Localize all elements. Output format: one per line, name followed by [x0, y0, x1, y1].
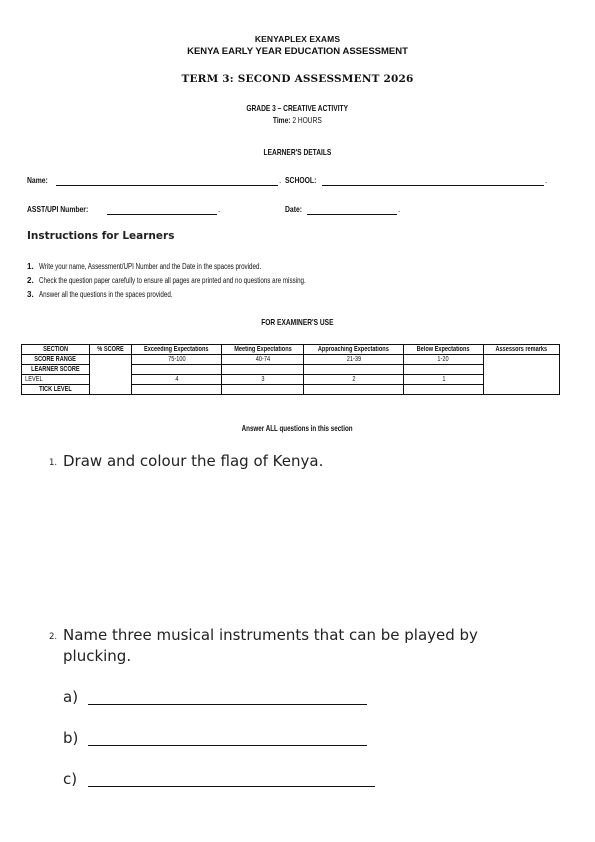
table-cell: 1	[404, 375, 484, 385]
question-2-continued: plucking.	[63, 647, 132, 665]
section-instruction	[0, 424, 595, 433]
table-cell: 4	[132, 375, 222, 385]
learners-details-text: LEARNER'S DETAILS	[263, 147, 332, 157]
row-label: LEARNER SCORE	[22, 365, 90, 375]
header-cell: Below Expectations	[404, 345, 484, 355]
header-cell: Assessors remarks	[484, 345, 560, 355]
question-text: Draw and colour the flag of Kenya.	[63, 452, 324, 470]
instruction-number: 3.	[27, 290, 34, 299]
answer-label-a: a)	[63, 688, 79, 706]
table-cell[interactable]	[304, 385, 404, 395]
answer-line-c[interactable]	[88, 786, 375, 787]
time-value: 2 HOURS	[292, 115, 322, 125]
percent-score-cell[interactable]	[90, 355, 132, 395]
upi-row	[27, 204, 104, 214]
answer-line-a[interactable]	[88, 704, 367, 705]
instruction-number: 2.	[27, 276, 34, 285]
instruction-item-1	[27, 262, 324, 271]
table-cell: 2	[304, 375, 404, 385]
section-instruction-text: Answer ALL questions in this section	[242, 424, 353, 433]
date-label: Date:	[285, 204, 303, 214]
instruction-text: Check the question paper carefully to ensure all pages are printed and no questions are missing.	[39, 276, 306, 285]
assessment-title: KENYA EARLY YEAR EDUCATION ASSESSMENT	[187, 46, 408, 57]
table-cell: 1-20	[404, 355, 484, 365]
time-label: Time:	[273, 115, 291, 125]
upi-field[interactable]	[107, 214, 217, 215]
upi-label: ASST/UPI Number:	[27, 204, 89, 214]
answer-label-b: b)	[63, 729, 79, 747]
header-cell: Approaching Expectations	[304, 345, 404, 355]
name-label: Name:	[27, 175, 48, 185]
school-row	[285, 175, 324, 185]
name-dot: .	[279, 176, 282, 185]
date-dot: .	[398, 205, 401, 214]
examiner-table	[21, 344, 560, 395]
grade-title	[0, 103, 595, 113]
header-cell: % SCORE	[90, 345, 132, 355]
table-cell: 21-39	[304, 355, 404, 365]
table-cell[interactable]	[222, 365, 304, 375]
row-label: LEVEL	[22, 375, 90, 385]
learners-details-heading	[0, 147, 595, 157]
header-cell: SECTION	[22, 345, 90, 355]
instruction-item-2	[27, 276, 381, 285]
table-cell[interactable]	[304, 365, 404, 375]
school-dot: .	[545, 176, 548, 185]
question-1	[49, 452, 323, 470]
table-cell: 3	[222, 375, 304, 385]
row-label: SCORE RANGE	[22, 355, 90, 365]
answer-label-c: c)	[63, 770, 78, 788]
date-row	[285, 204, 306, 214]
table-cell: 40-74	[222, 355, 304, 365]
instruction-text: Write your name, Assessment/UPI Number and the Date in the spaces provided.	[39, 262, 262, 271]
question-number: 2.	[49, 632, 58, 642]
answer-line-b[interactable]	[88, 745, 367, 746]
time-line	[0, 115, 595, 125]
school-field[interactable]	[322, 185, 544, 186]
table-cell[interactable]	[404, 385, 484, 395]
table-cell[interactable]	[404, 365, 484, 375]
header-cell: Meeting Expectations	[222, 345, 304, 355]
header-cell: Exceeding Expectations	[132, 345, 222, 355]
instruction-item-3	[27, 290, 210, 299]
table-header-row	[22, 345, 560, 355]
table-cell[interactable]	[132, 385, 222, 395]
upi-dot: .	[218, 205, 221, 214]
table-cell[interactable]	[222, 385, 304, 395]
date-field[interactable]	[307, 214, 397, 215]
table-cell: 75-100	[132, 355, 222, 365]
remarks-cell[interactable]	[484, 355, 560, 395]
question-2	[49, 626, 478, 644]
question-number: 1.	[49, 458, 58, 468]
examiner-title	[0, 317, 595, 327]
instruction-number: 1.	[27, 262, 34, 271]
school-label: SCHOOL:	[285, 175, 317, 185]
question-text: Name three musical instruments that can be played by	[63, 626, 478, 644]
instructions-heading: Instructions for Learners	[27, 230, 175, 242]
publisher-title: KENYAPLEX EXAMS	[254, 34, 341, 44]
term-title: TERM 3: SECOND ASSESSMENT 2026	[181, 73, 414, 85]
table-cell[interactable]	[132, 365, 222, 375]
table-row	[22, 355, 560, 365]
examiner-title-text: FOR EXAMINER'S USE	[261, 317, 334, 327]
instruction-text: Answer all the questions in the spaces provided.	[39, 290, 173, 299]
row-label: TICK LEVEL	[22, 385, 90, 395]
grade-text: GRADE 3 – CREATIVE ACTIVITY	[246, 103, 349, 113]
name-field[interactable]	[56, 185, 278, 186]
name-row	[27, 175, 53, 185]
